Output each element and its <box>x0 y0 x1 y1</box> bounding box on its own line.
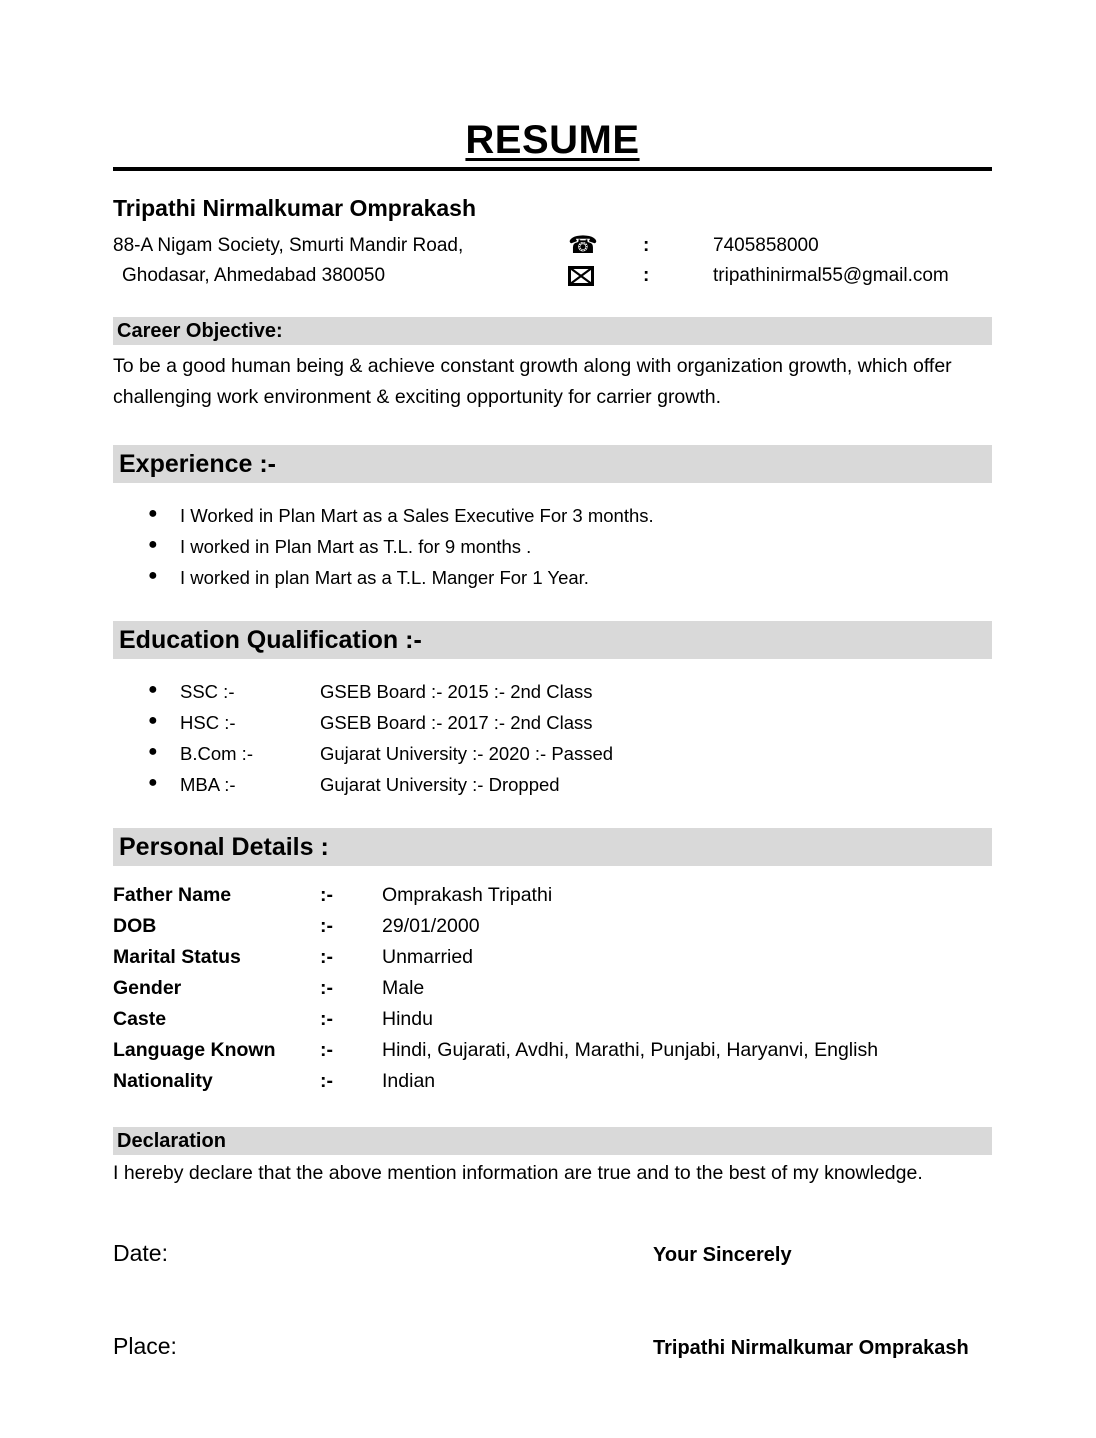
detail-value: Unmarried <box>382 946 474 968</box>
place-label: Place: <box>113 1333 177 1359</box>
detail-label: Caste <box>113 1008 167 1030</box>
education-level: MBA :- <box>180 774 236 795</box>
bullet-icon: ● <box>148 712 158 729</box>
address-line-1: 88-A Nigam Society, Smurti Mandir Road, <box>113 235 464 256</box>
date-row <box>113 1240 992 1267</box>
detail-separator: :- <box>320 1039 333 1061</box>
email-separator: : <box>643 265 650 286</box>
detail-value: Omprakash Tripathi <box>382 884 553 906</box>
detail-separator: :- <box>320 1008 333 1030</box>
detail-separator: :- <box>320 884 333 906</box>
detail-label: Language Known <box>113 1039 276 1061</box>
email-address: tripathinirmal55@gmail.com <box>713 265 949 286</box>
detail-value: Hindi, Gujarati, Avdhi, Marathi, Punjabi, Haryanvi, English <box>382 1039 879 1061</box>
closing-text: Your Sincerely <box>653 1244 792 1266</box>
education-heading: Education Qualification :- <box>113 621 992 659</box>
experience-heading: Experience :- <box>113 445 992 483</box>
personal-details-heading: Personal Details : <box>113 828 992 866</box>
detail-separator: :- <box>320 915 333 937</box>
list-item <box>148 536 992 558</box>
education-detail: Gujarat University :- 2020 :- Passed <box>320 743 614 764</box>
table-row <box>113 1070 992 1093</box>
list-item <box>148 681 992 703</box>
detail-separator: :- <box>320 977 333 999</box>
bullet-icon: ● <box>148 774 158 791</box>
table-row <box>113 884 992 907</box>
list-item <box>148 567 992 589</box>
person-name: Tripathi Nirmalkumar Omprakash <box>113 195 477 221</box>
detail-label: Nationality <box>113 1070 213 1092</box>
experience-list <box>113 505 992 589</box>
bullet-icon: ● <box>148 681 158 698</box>
table-row <box>113 1039 992 1062</box>
detail-value: Indian <box>382 1070 436 1092</box>
detail-separator: :- <box>320 1070 333 1092</box>
declaration-heading: Declaration <box>113 1127 992 1155</box>
detail-separator: :- <box>320 946 333 968</box>
detail-label: Gender <box>113 977 182 999</box>
title-divider <box>113 167 992 171</box>
list-item <box>148 774 992 796</box>
bullet-icon: ● <box>148 567 158 584</box>
experience-item-text: I worked in Plan Mart as T.L. for 9 months . <box>180 536 532 557</box>
education-level: SSC :- <box>180 681 235 702</box>
contact-block <box>113 234 992 287</box>
bullet-icon: ● <box>148 743 158 760</box>
phone-separator: : <box>643 235 650 256</box>
detail-value: 29/01/2000 <box>382 915 480 937</box>
address-line-2: Ghodasar, Ahmedabad 380050 <box>122 265 386 286</box>
list-item <box>148 712 992 734</box>
experience-item-text: I Worked in Plan Mart as a Sales Executive For 3 months. <box>180 505 654 526</box>
date-label: Date: <box>113 1240 168 1266</box>
detail-label: Marital Status <box>113 946 241 968</box>
education-detail: Gujarat University :- Dropped <box>320 774 560 795</box>
table-row <box>113 946 992 969</box>
personal-details-table <box>113 884 992 1093</box>
mail-icon <box>568 266 643 286</box>
education-list <box>113 681 992 796</box>
experience-item-text: I worked in plan Mart as a T.L. Manger For 1 Year. <box>180 567 589 588</box>
phone-icon: ☎ <box>568 232 598 259</box>
table-row <box>113 1008 992 1031</box>
bullet-icon: ● <box>148 505 158 522</box>
career-objective-text: To be a good human being & achieve constant growth along with organization growth, which offer challenging work environment & exciting opportunity for carrier growth. <box>113 355 952 408</box>
list-item <box>148 743 992 765</box>
table-row <box>113 977 992 1000</box>
education-detail: GSEB Board :- 2015 :- 2nd Class <box>320 681 593 702</box>
education-level: B.Com :- <box>180 743 253 764</box>
career-objective-heading: Career Objective: <box>113 317 992 345</box>
detail-value: Male <box>382 977 425 999</box>
declaration-text: I hereby declare that the above mention information are true and to the best of my knowledge. <box>113 1162 923 1184</box>
table-row <box>113 915 992 938</box>
page-title: RESUME <box>465 118 640 162</box>
phone-number: 7405858000 <box>713 235 819 256</box>
detail-label: Father Name <box>113 884 232 906</box>
detail-value: Hindu <box>382 1008 433 1030</box>
bullet-icon: ● <box>148 536 158 553</box>
education-detail: GSEB Board :- 2017 :- 2nd Class <box>320 712 593 733</box>
list-item <box>148 505 992 527</box>
place-row <box>113 1333 992 1360</box>
title-block <box>113 118 992 163</box>
signature-name: Tripathi Nirmalkumar Omprakash <box>653 1337 969 1359</box>
education-level: HSC :- <box>180 712 236 733</box>
detail-label: DOB <box>113 915 157 937</box>
